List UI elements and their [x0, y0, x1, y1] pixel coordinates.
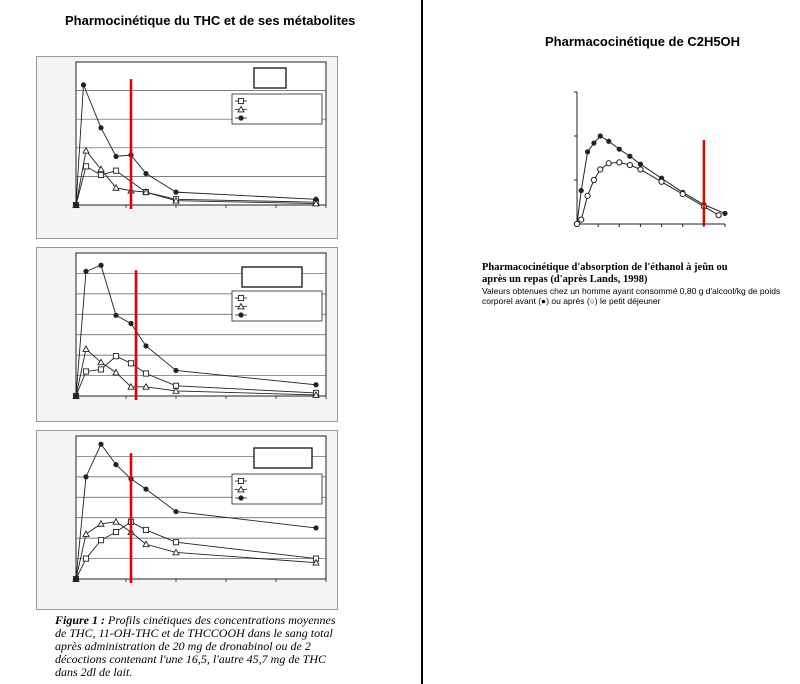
ethanol-point-0-8 [638, 162, 643, 167]
thc-point-0-1 [83, 164, 88, 169]
11-oh-thc-point-0-4 [128, 361, 133, 366]
thccooh-point-2-5 [143, 487, 148, 492]
thccooh-point-2-1 [83, 474, 88, 479]
11-oh-thc-point-2-4 [128, 321, 133, 326]
11-oh-thc-point-0-5 [143, 371, 148, 376]
thc-point-2-6 [173, 190, 178, 195]
ethanol-point-0-3 [591, 140, 596, 145]
thccooh-point-0-1 [83, 556, 88, 561]
11-oh-thc-point-0-3 [113, 354, 118, 359]
thc-point-2-1 [81, 82, 86, 87]
thccooh-legend-point-2-0 [238, 495, 243, 500]
thc-point-2-2 [98, 125, 103, 130]
figure-caption-label: Figure 1 : [55, 613, 106, 627]
ethanol-point-1-5 [606, 161, 611, 166]
ethanol-caption-note: Valeurs obtenues chez un homme ayant consommé 0,80 g d'alcool/kg de poids corporel avant (●) ou après (○) le petit déjeuner [482, 286, 781, 306]
left-heading: Pharmocinétique du THC et de ses métabolites [65, 13, 356, 28]
thc-legend-box [232, 94, 322, 124]
11-oh-thc-legend-point-2-0 [238, 312, 243, 317]
11-oh-thc-point-0-2 [98, 367, 103, 372]
thc-point-0-3 [113, 168, 118, 173]
ethanol-point-1-10 [680, 191, 685, 196]
figure-caption-text: Profils cinétiques des concentrations moyennes de THC, 11-OH-THC et de THCCOOH dans le sang total après administration de 20 mg de dronabinol ou de 2 décoctions contenant l'une 16,5, l'autre 45,7 mg de THC dans 2dl de lait. [55, 613, 336, 679]
thc-point-0-2 [98, 172, 103, 177]
thccooh-title-box [254, 448, 312, 468]
ethanol-point-1-2 [585, 193, 590, 198]
ethanol-point-0-2 [585, 149, 590, 154]
thccooh-point-0-3 [113, 529, 118, 534]
thc-point-2-0 [73, 202, 78, 207]
11-oh-thc-point-2-5 [143, 343, 148, 348]
11-oh-thc-point-2-0 [73, 393, 78, 398]
thc-chart [36, 56, 338, 239]
hydroxy-thc-chart [36, 247, 338, 422]
thccooh-point-2-3 [113, 462, 118, 467]
thccooh-legend-point-0-0 [238, 478, 243, 483]
ethanol-point-1-4 [598, 167, 603, 172]
11-oh-thc-title-box [242, 267, 302, 287]
11-oh-thc-point-2-7 [313, 382, 318, 387]
thc-point-2-7 [313, 197, 318, 202]
11-oh-thc-legend-box [232, 291, 322, 321]
thccooh-point-2-7 [313, 525, 318, 530]
ethanol-point-1-12 [716, 213, 721, 218]
ethanol-point-1-1 [579, 217, 584, 222]
11-oh-thc-point-2-6 [173, 368, 178, 373]
ethanol-point-1-3 [591, 177, 596, 182]
ethanol-point-1-8 [638, 167, 643, 172]
11-oh-thc-point-2-2 [98, 263, 103, 268]
divider [421, 0, 423, 684]
ethanol-point-0-6 [617, 147, 622, 152]
ethanol-point-1-0 [574, 221, 579, 226]
ethanol-point-0-7 [627, 154, 632, 159]
ethanol-point-0-4 [598, 133, 603, 138]
thccooh-point-2-0 [73, 576, 78, 581]
thc-legend-point-2-0 [238, 115, 243, 120]
right-heading: Pharmacocinétique de C2H5OH [545, 34, 741, 49]
figure-caption-left [55, 614, 338, 679]
thccooh-point-0-5 [143, 527, 148, 532]
ethanol-point-1-6 [617, 160, 622, 165]
thc-plot-area [76, 62, 326, 205]
11-oh-thc-point-2-1 [83, 269, 88, 274]
thccooh-point-2-2 [98, 442, 103, 447]
thccooh-chart [36, 430, 338, 610]
11-oh-thc-point-0-1 [83, 369, 88, 374]
ethanol-point-1-7 [627, 162, 632, 167]
11-oh-thc-point-2-3 [113, 313, 118, 318]
11-oh-thc-legend-point-0-0 [238, 295, 243, 300]
thccooh-point-0-2 [98, 538, 103, 543]
ethanol-point-1-9 [659, 179, 664, 184]
thccooh-point-0-6 [173, 540, 178, 545]
thc-title-box [254, 68, 286, 88]
ethanol-caption-title: Pharmacocinétique d'absorption de l'éthanol à jeûn ou après un repas (d'après Lands, 1998) [482, 262, 728, 285]
thccooh-point-2-6 [173, 509, 178, 514]
thccooh-legend-box [232, 474, 322, 504]
ethanol-point-0-1 [579, 188, 584, 193]
ethanol-chart [545, 80, 745, 260]
thc-point-2-3 [113, 154, 118, 159]
ethanol-point-0-12 [722, 211, 727, 216]
ethanol-point-0-5 [606, 139, 611, 144]
thc-legend-point-0-0 [238, 98, 243, 103]
thc-point-2-5 [143, 171, 148, 176]
